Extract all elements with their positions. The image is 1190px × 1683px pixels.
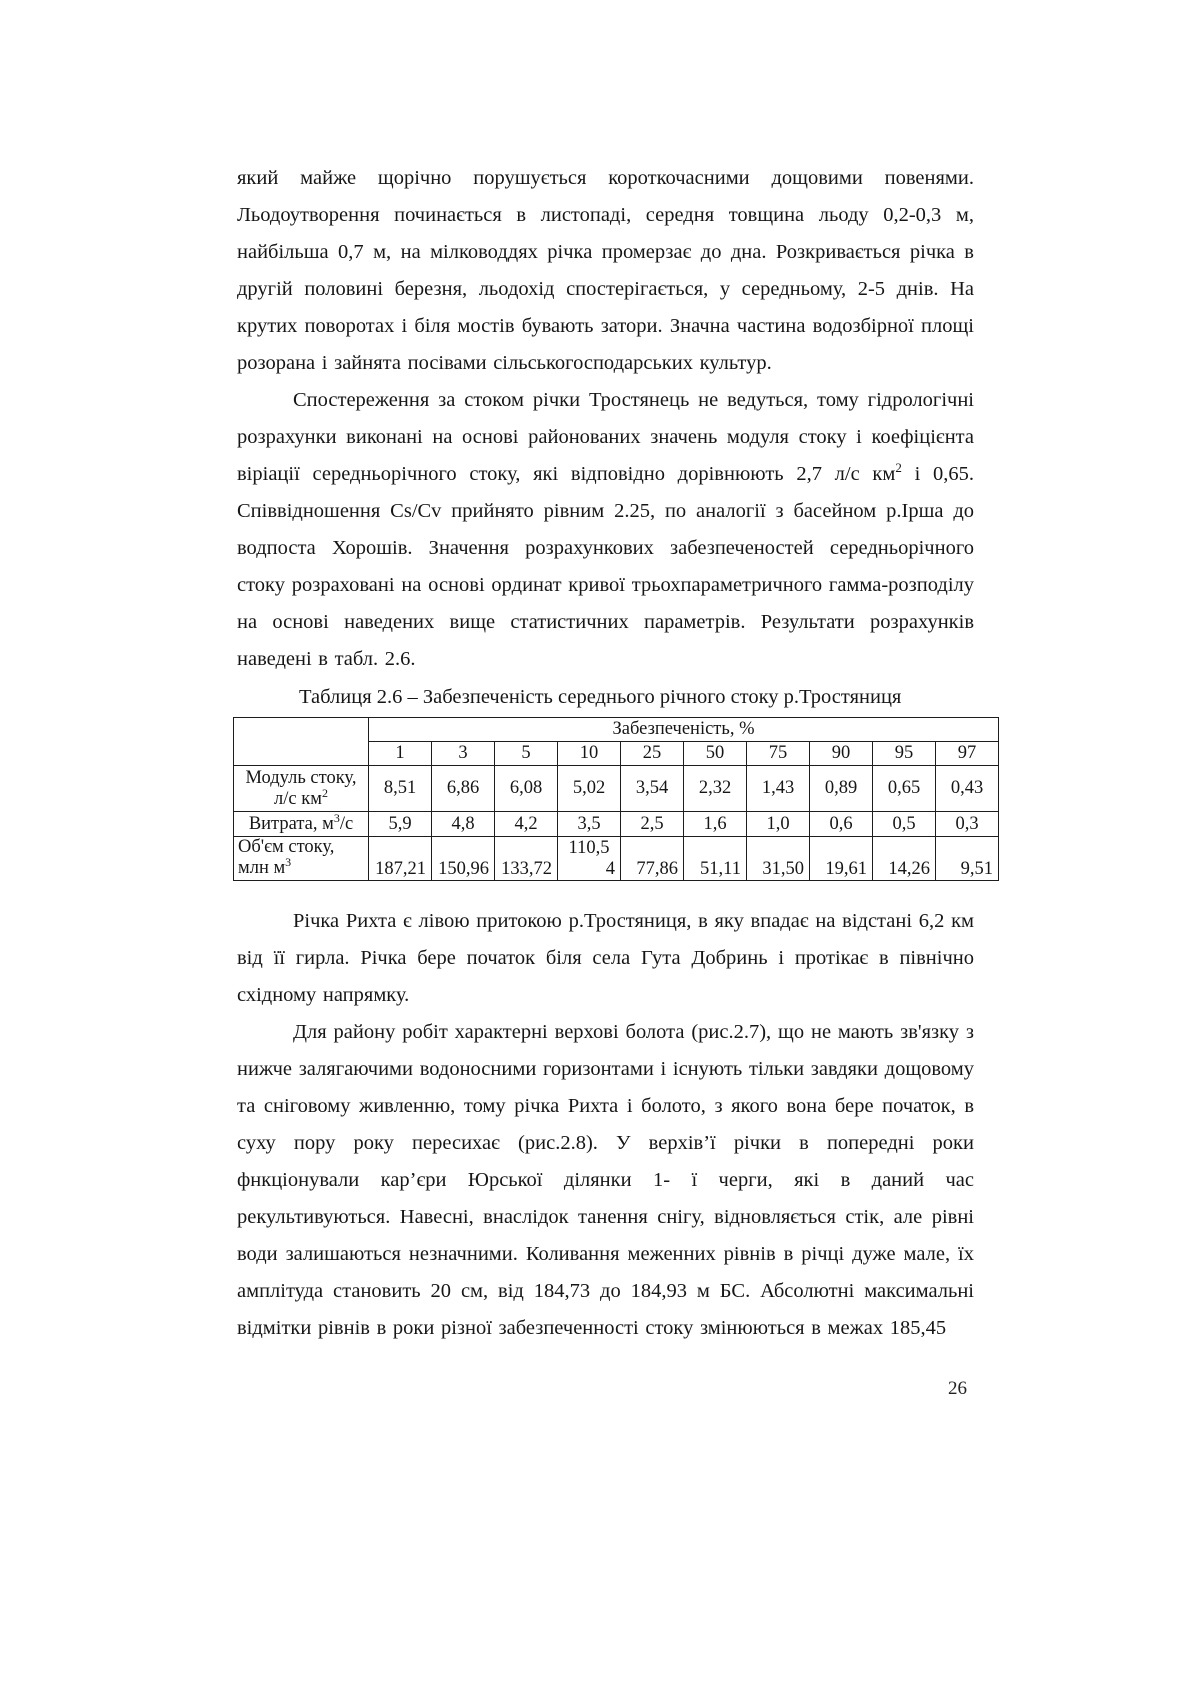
row-label: Модуль стоку, xyxy=(245,767,357,788)
page-content xyxy=(237,160,993,1347)
row-label-cell xyxy=(234,812,369,837)
table-cell: 5,9 xyxy=(369,812,432,837)
row-label-cell xyxy=(234,837,369,881)
table-cell: 97 xyxy=(936,742,999,766)
table-header-row xyxy=(234,718,999,742)
row-label-cell xyxy=(234,766,369,812)
table-cell: 3,5 xyxy=(558,812,621,837)
table-cell: 10 xyxy=(558,742,621,766)
row-label: Об'єм стоку, xyxy=(238,837,335,857)
superscript: 3 xyxy=(285,854,292,869)
cell-value: 19,61 xyxy=(825,859,867,879)
cell-top-line: 110,5 xyxy=(568,838,610,858)
table-cell: 3 xyxy=(432,742,495,766)
table-cell: 0,5 xyxy=(873,812,936,837)
table-row-obyem xyxy=(234,837,999,881)
superscript: 2 xyxy=(321,785,328,800)
superscript: 2 xyxy=(895,460,902,476)
cell-top-line xyxy=(810,838,872,859)
table-cell: 8,51 xyxy=(369,766,432,812)
cell-top-line xyxy=(621,838,683,859)
table-cell: 1 xyxy=(369,742,432,766)
table-cell: 3,54 xyxy=(621,766,684,812)
table-cell: 0,3 xyxy=(936,812,999,837)
paragraph-text: і 0,65. Співвідношення Cs/Cv прийнято рівним 2.25, по аналогії з басейном р.Ірша до водпоста Хорошів. Значення розрахункових забезпеченостей середньорічного стоку розраховані на основі ординат кривої трьохпараметричного гамма-розподілу на основі наведених вище статистичних параметрів. Результати розрахунків наведені в табл. 2.6. xyxy=(237,463,975,670)
cell-value: 9,51 xyxy=(960,859,993,879)
table-cell: 1,0 xyxy=(747,812,810,837)
paragraph-rykhta-river: Річка Рихта є лівою притокою р.Тростяниця, в яку впадає на відстані 6,2 км від її гирла. Річка бере початок біля села Гута Добринь і протікає в північно східному напрямку. xyxy=(237,910,974,1006)
provision-table xyxy=(233,717,999,881)
table-cell: 0,43 xyxy=(936,766,999,812)
cell-top-line xyxy=(747,838,809,859)
table-cell: 5 xyxy=(495,742,558,766)
table-cell: 4,2 xyxy=(495,812,558,837)
superscript: 3 xyxy=(333,810,340,825)
table-cell: 6,08 xyxy=(495,766,558,812)
table-cell: 0,65 xyxy=(873,766,936,812)
row-label: Витрата, м xyxy=(248,813,334,834)
table-cell xyxy=(621,837,684,881)
row-label: л/с км xyxy=(274,788,322,809)
paragraph-bogs-levels: Для району робіт характерні верхові болота (рис.2.7), що не мають зв'язку з нижче залягаючими водоносними горизонтами і існують тільки завдяки дощовому та сніговому живленню, тому річка Рихта і болото, з якого вона бере початок, в суху пору року пересихає (рис.2.8). У верхів’ї річки в попередні роки фнкціонували кар’єри Юрської ділянки 1- ї черги, які в даний час рекультивуються. Навесні, внаслідок танення снігу, відновляється стік, але рівні води залишаються незначними. Коливання меженних рівнів в річці дуже мале, їх амплітуда становить 20 см, від 184,73 до 184,93 м БС. Абсолютні максимальні відмітки рівнів в роки різної забезпеченності стоку змінюються в межах 185,45 xyxy=(237,1021,974,1339)
table-cell: 50 xyxy=(684,742,747,766)
row-label: /с xyxy=(339,813,354,834)
table-cell xyxy=(432,837,495,881)
table-cell xyxy=(369,837,432,881)
table-corner-cell xyxy=(234,718,369,766)
table-cell: 4,8 xyxy=(432,812,495,837)
cell-top-line xyxy=(432,838,494,859)
table-caption: Таблиця 2.6 – Забезпеченість середнього річного стоку р.Тростяниця xyxy=(299,686,902,708)
table-cell xyxy=(936,837,999,881)
table-cell: 75 xyxy=(747,742,810,766)
table-cell: 2,5 xyxy=(621,812,684,837)
paragraph-text: Спостереження за стоком річки Тростянець не ведуться, тому гідрологічні розрахунки виконані на основі районованих значень модуля стоку і коефіцієнта віріації середньорічного стоку, які відповідно дорівнюють 2,7 л/с км xyxy=(237,389,974,485)
table-header-group-cell: Забезпеченість, % xyxy=(369,718,999,742)
cell-value: 4 xyxy=(605,859,615,879)
cell-value: 77,86 xyxy=(636,859,678,879)
table-cell: 1,6 xyxy=(684,812,747,837)
table-row-vytrata xyxy=(234,812,999,837)
table-cell: 95 xyxy=(873,742,936,766)
paragraph-runoff-calculations xyxy=(237,382,974,678)
table-cell xyxy=(810,837,873,881)
table-cell xyxy=(558,837,621,881)
table-cell: 0,89 xyxy=(810,766,873,812)
cell-top-line xyxy=(873,838,935,859)
table-cell xyxy=(747,837,810,881)
table-cell: 6,86 xyxy=(432,766,495,812)
table-cell xyxy=(495,837,558,881)
cell-value: 187,21 xyxy=(375,859,426,879)
table-cell xyxy=(684,837,747,881)
table-cell: 90 xyxy=(810,742,873,766)
cell-value: 133,72 xyxy=(501,859,552,879)
page-number: 26 xyxy=(948,1378,967,1399)
cell-value: 150,96 xyxy=(438,859,489,879)
cell-value: 31,50 xyxy=(762,859,804,879)
cell-top-line xyxy=(369,838,431,859)
table-cell: 2,32 xyxy=(684,766,747,812)
table-cell: 1,43 xyxy=(747,766,810,812)
cell-top-line xyxy=(495,838,557,859)
cell-top-line xyxy=(936,838,998,859)
paragraph-ice-regime: який майже щорічно порушується короткочасними дощовими повенями. Льодоутворення починається в листопаді, середня товщина льоду 0,2-0,3 м, найбільша 0,7 м, на мілководдях річка промерзає до дна. Розкривається річка в другій половині березня, льодохід спостерігається, у середньому, 2-5 днів. На крутих поворотах і біля мостів бувають затори. Значна частина водозбірної площі розорана і зайнята посівами сільськогосподарських культур. xyxy=(237,167,974,374)
cell-top-line xyxy=(684,838,746,859)
cell-value: 14,26 xyxy=(888,859,930,879)
table-cell xyxy=(873,837,936,881)
cell-value: 51,11 xyxy=(700,859,741,879)
row-label: млн м xyxy=(238,858,286,878)
table-row-modul xyxy=(234,766,999,812)
table-cell: 0,6 xyxy=(810,812,873,837)
table-cell: 25 xyxy=(621,742,684,766)
table-cell: 5,02 xyxy=(558,766,621,812)
